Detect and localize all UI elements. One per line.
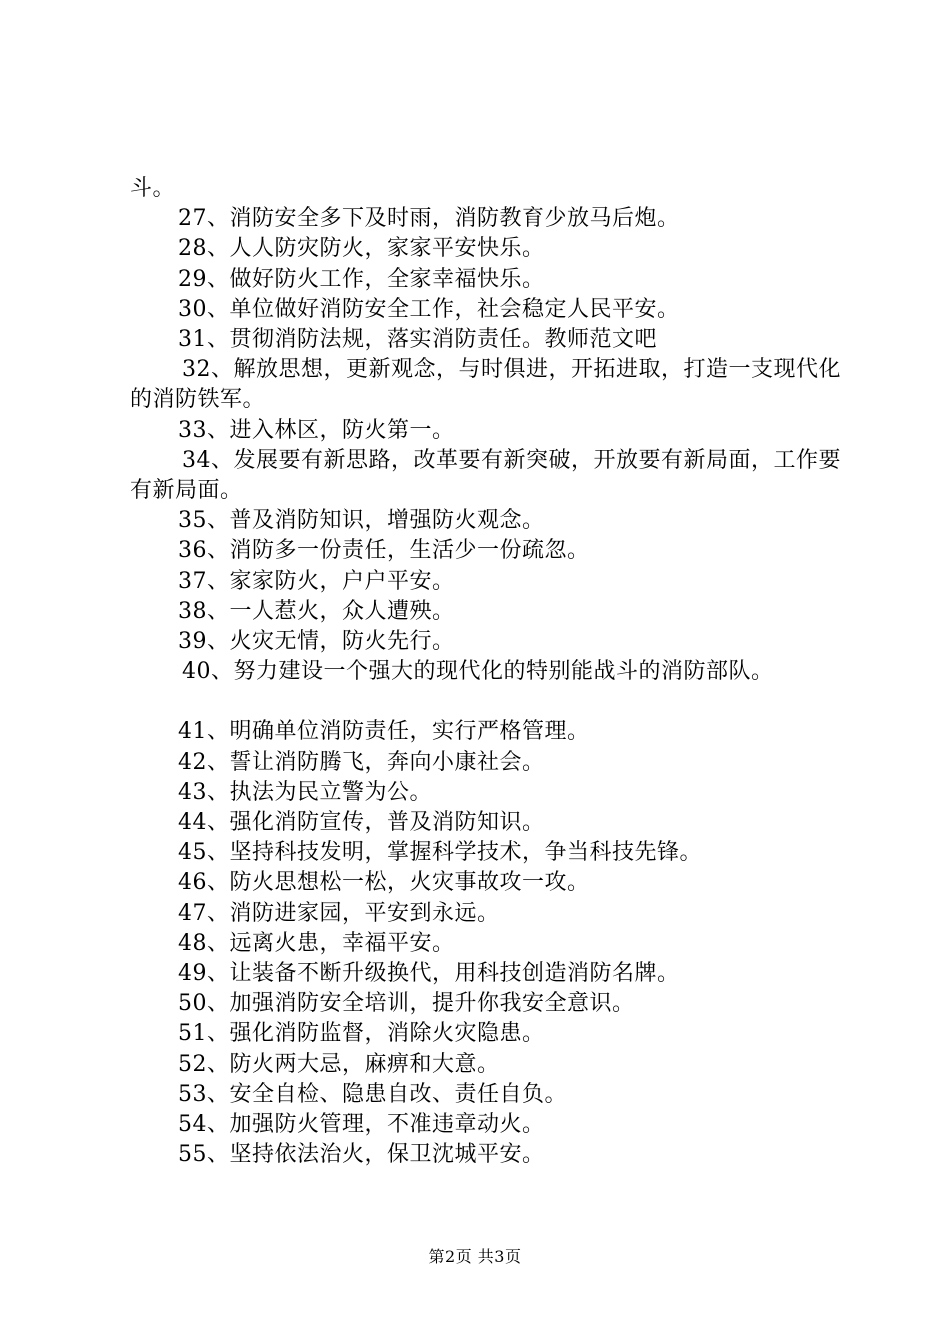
slogan-48: 48、远离火患，幸福平安。 (178, 930, 455, 956)
slogan-40: 40、努力建设一个强大的现代化的特别能战斗的消防部队。 (182, 659, 774, 685)
slogan-51: 51、强化消防监督，消除火灾隐患。 (178, 1021, 545, 1047)
slogan-44: 44、强化消防宣传，普及消防知识。 (178, 810, 545, 836)
page-footer (0, 1244, 950, 1267)
slogan-45: 45、坚持科技发明，掌握科学技术，争当科技先锋。 (178, 840, 702, 866)
slogan-53: 53、安全自检、隐患自改、责任自负。 (178, 1081, 567, 1107)
slogan-33: 33、进入林区，防火第一。 (178, 417, 455, 443)
document-body (130, 174, 850, 1171)
slogan-38: 38、一人惹火，众人遭殃。 (178, 598, 455, 624)
slogan-47: 47、消防进家园，平安到永远。 (178, 900, 500, 926)
slogan-43: 43、执法为民立警为公。 (178, 779, 432, 805)
slogan-49: 49、让装备不断升级换代，用科技创造消防名牌。 (178, 961, 680, 987)
continuation-line: 斗。 (130, 176, 176, 201)
slogan-46: 46、防火思想松一松，火灾事故攻一攻。 (178, 870, 590, 896)
slogan-37: 37、家家防火，户户平安。 (178, 568, 455, 594)
slogan-30: 30、单位做好消防安全工作，社会稳定人民平安。 (178, 296, 680, 322)
slogan-34: 34、发展要有新思路，改革要有新突破，开放要有新局面，工作要有新局面。 (130, 447, 841, 504)
slogan-29: 29、做好防火工作，全家幸福快乐。 (178, 266, 545, 292)
paragraph-gap (130, 687, 850, 717)
slogan-36: 36、消防多一份责任，生活少一份疏忽。 (178, 538, 590, 564)
slogan-41: 41、明确单位消防责任，实行严格管理。 (178, 719, 590, 745)
slogan-32: 32、解放思想，更新观念，与时俱进，开拓进取，打造一支现代化的消防铁军。 (130, 357, 841, 413)
slogan-42: 42、誓让消防腾飞，奔向小康社会。 (178, 749, 545, 775)
slogan-50: 50、加强消防安全培训，提升你我安全意识。 (178, 991, 635, 1017)
slogan-39: 39、火灾无情，防火先行。 (178, 629, 455, 655)
slogan-27: 27、消防安全多下及时雨，消防教育少放马后炮。 (178, 206, 680, 232)
slogan-54: 54、加强防火管理，不准违章动火。 (178, 1112, 545, 1138)
slogan-55: 55、坚持依法治火，保卫沈城平安。 (178, 1142, 545, 1168)
slogan-35: 35、普及消防知识，增强防火观念。 (178, 508, 545, 534)
page-number: 第2页 共3页 (428, 1247, 522, 1266)
slogan-52: 52、防火两大忌，麻痹和大意。 (178, 1051, 500, 1077)
slogan-28: 28、人人防灾防火，家家平安快乐。 (178, 236, 545, 262)
slogan-31: 31、贯彻消防法规，落实消防责任。教师范文吧 (178, 327, 657, 353)
